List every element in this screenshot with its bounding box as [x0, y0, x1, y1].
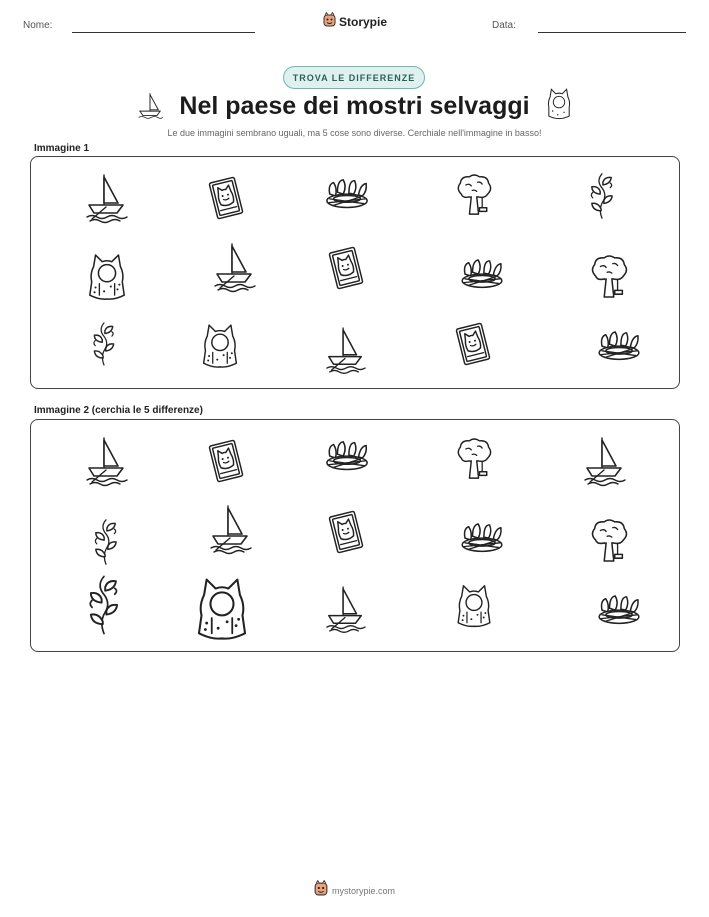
panel2-label: Immagine 2 (cerchia le 5 differenze)	[34, 405, 203, 416]
monster-icon	[86, 253, 128, 301]
date-label: Data:	[492, 20, 516, 31]
activity-badge: TROVA LE DIFFERENZE	[283, 66, 425, 89]
brand-name: Storypie	[339, 15, 388, 29]
monster-icon[interactable]	[454, 584, 494, 628]
monster-icon[interactable]	[191, 577, 253, 641]
vine-icon[interactable]	[91, 518, 121, 566]
sailboat-icon	[212, 242, 256, 290]
instructions: Le due immagini sembrano uguali, ma 5 cose sono diverse. Cerchiale nell'immagine in basso!	[167, 128, 542, 138]
date-line[interactable]	[538, 32, 686, 33]
footer	[0, 880, 709, 901]
sailboat-icon[interactable]	[581, 436, 627, 484]
brand-logo	[323, 12, 387, 32]
vine-icon[interactable]	[84, 574, 124, 636]
tree-icon[interactable]	[588, 519, 630, 563]
mascot-icon	[314, 880, 328, 901]
tree-icon	[454, 173, 494, 217]
monster-book-icon[interactable]	[207, 439, 245, 483]
monster-icon	[545, 88, 573, 120]
page-title: Nel paese dei mostri selvaggi	[179, 92, 530, 120]
sailboat-icon	[83, 173, 129, 221]
vine-icon	[90, 320, 118, 368]
sailboat-icon[interactable]	[83, 436, 129, 484]
mascot-icon	[323, 12, 336, 32]
footer-site: mystorypie.com	[331, 885, 395, 896]
monster-book-icon	[453, 322, 493, 366]
nest-icon	[459, 259, 505, 293]
sailboat-icon	[324, 326, 366, 372]
nest-icon	[324, 178, 370, 214]
name-line[interactable]	[72, 32, 255, 33]
tree-icon	[588, 255, 630, 299]
monster-book-icon[interactable]	[327, 510, 365, 554]
nest-icon	[596, 331, 642, 365]
monster-book-icon	[327, 246, 365, 290]
vine-icon	[587, 172, 617, 220]
monster-icon	[200, 323, 240, 369]
nest-icon[interactable]	[459, 523, 505, 557]
sailboat-icon[interactable]	[324, 585, 366, 631]
monster-book-icon	[207, 176, 245, 220]
sailboat-icon[interactable]	[208, 504, 252, 552]
nest-icon[interactable]	[324, 440, 370, 476]
panel1-label: Immagine 1	[34, 143, 90, 154]
nest-icon[interactable]	[596, 595, 642, 629]
tree-icon[interactable]	[454, 437, 494, 481]
name-label: Nome:	[23, 20, 53, 31]
